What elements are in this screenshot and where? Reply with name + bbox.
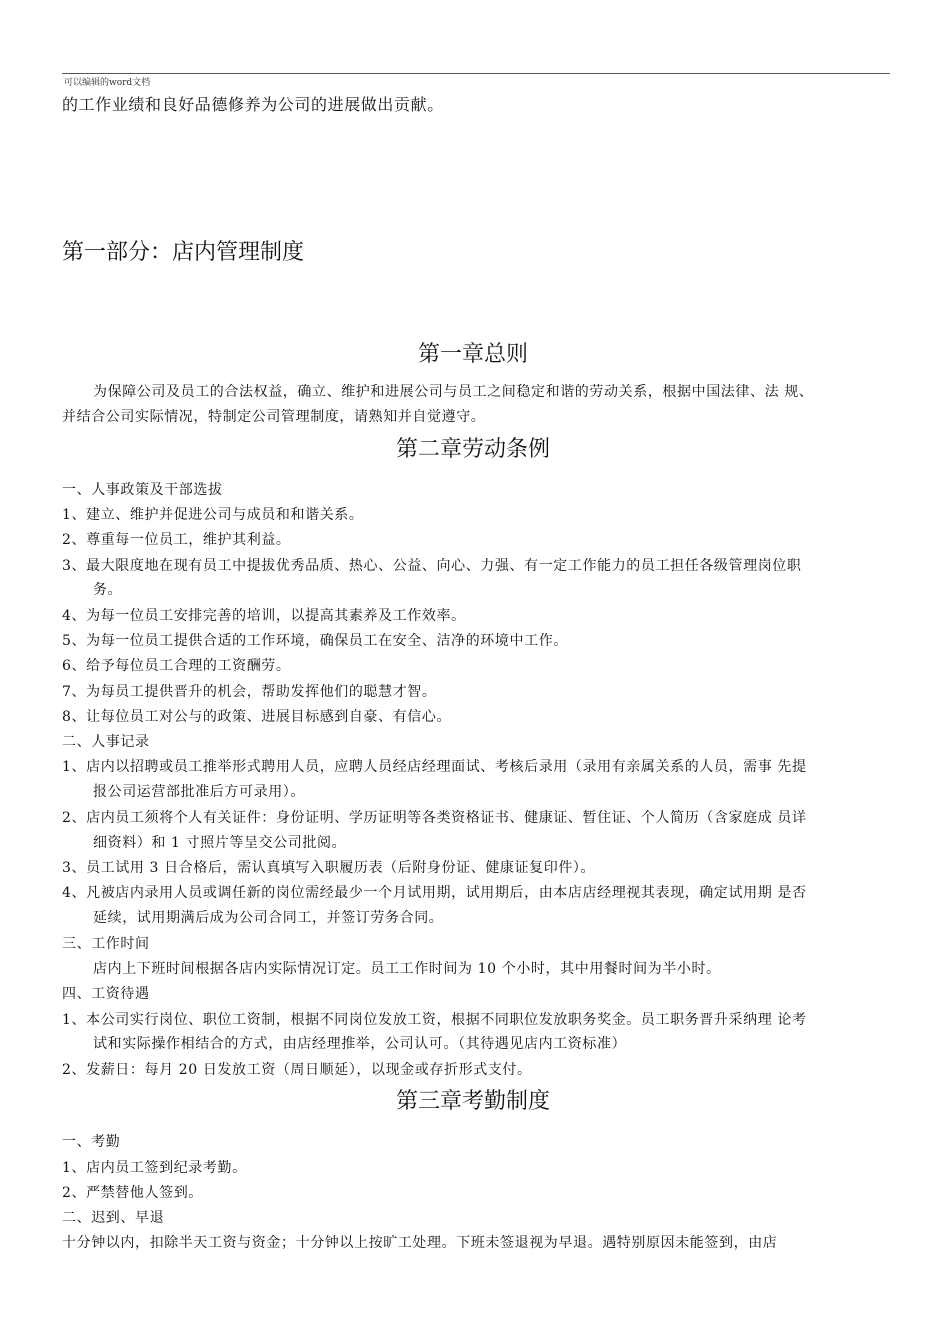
list-item: 6、给予每位员工合理的工资酬劳。 [62,658,291,674]
list-item: 1、店内以招聘或员工推举形式聘用人员，应聘人员经店经理面试、考核后录用（录用有亲属关系的人员，需事 先提 [62,759,807,775]
list-item: 2、尊重每一位员工，维护其利益。 [62,532,291,548]
intro-line: 的工作业绩和良好品德修养为公司的进展做出贡献。 [62,95,444,114]
list-item: 7、为每员工提供晋升的机会，帮助发挥他们的聪慧才智。 [62,684,437,700]
list-item: 2、店内员工须将个人有关证件：身份证明、学历证明等各类资格证书、健康证、暂住证、个人简历（含家庭成 员详 [62,810,807,826]
chapter1-para-line2: 并结合公司实际情况，特制定公司管理制度，请熟知并自觉遵守。 [62,409,486,425]
list-item-continuation: 延续，试用期满后成为公司合同工，并签订劳务合同。 [93,910,444,926]
list-item-continuation: 报公司运营部批准后方可录用）。 [93,784,305,800]
list-item: 3、员工试用 3 日合格后，需认真填写入职履历表（后附身份证、健康证复印件）。 [62,860,596,876]
header-rule [62,73,890,74]
list-item: 1、店内员工签到纪录考勤。 [62,1160,247,1176]
list-item: 8、让每位员工对公与的政策、进展目标感到自豪、有信心。 [62,709,452,725]
chapter3-title: 第三章考勤制度 [396,1089,551,1114]
list-item: 5、为每一位员工提供合适的工作环境，确保员工在安全、洁净的环境中工作。 [62,633,568,649]
section-text: 店内上下班时间根据各店内实际情况订定。员工工作时间为 10 个小时，其中用餐时间为半小时。 [93,961,721,977]
list-item: 1、本公司实行岗位、职位工资制，根据不同岗位发放工资，根据不同职位发放职务奖金。员工职务晋升采纳理 论考 [62,1012,807,1028]
section-title: 四、工资待遇 [62,986,150,1002]
section-text: 十分钟以内，扣除半天工资与资金；十分钟以上按旷工处理。下班未签退视为早退。遇特别原因未能签到，由店 [62,1235,778,1251]
list-item-continuation: 务。 [93,582,123,598]
section-title: 二、迟到、早退 [62,1210,165,1226]
list-item: 1、建立、维护并促进公司与成员和和谐关系。 [62,507,364,523]
list-item-continuation: 细资料）和 1 寸照片等呈交公司批阅。 [93,835,347,851]
part-title: 第一部分：店内管理制度 [62,240,305,265]
list-item: 2、严禁替他人签到。 [62,1185,203,1201]
section-title: 三、工作时间 [62,936,150,952]
list-item: 2、发薪日：每月 20 日发放工资（周日顺延），以现金或存折形式支付。 [62,1062,532,1078]
section-title: 一、人事政策及干部选拔 [62,482,223,498]
list-item: 3、最大限度地在现有员工中提拔优秀品质、热心、公益、向心、力强、有一定工作能力的员工担任各级管理岗位职 [62,558,802,574]
list-item: 4、为每一位员工安排完善的培训，以提高其素养及工作效率。 [62,608,466,624]
list-item: 4、凡被店内录用人员或调任新的岗位需经最少一个月试用期，试用期后，由本店店经理视其表现，确定试用期 是否 [62,885,807,901]
section-title: 一、考勤 [62,1134,121,1150]
chapter1-para-line1: 为保障公司及员工的合法权益，确立、维护和进展公司与员工之间稳定和谐的劳动关系，根据中国法律、法 规、 [93,384,814,400]
chapter2-title: 第二章劳动条例 [396,437,551,462]
chapter1-title: 第一章总则 [418,342,529,367]
section-title: 二、人事记录 [62,734,150,750]
header-note: 可以编辑的word文档 [64,78,151,88]
list-item-continuation: 试和实际操作相结合的方式，由店经理推举，公司认可。（其待遇见店内工资标准） [93,1036,627,1052]
